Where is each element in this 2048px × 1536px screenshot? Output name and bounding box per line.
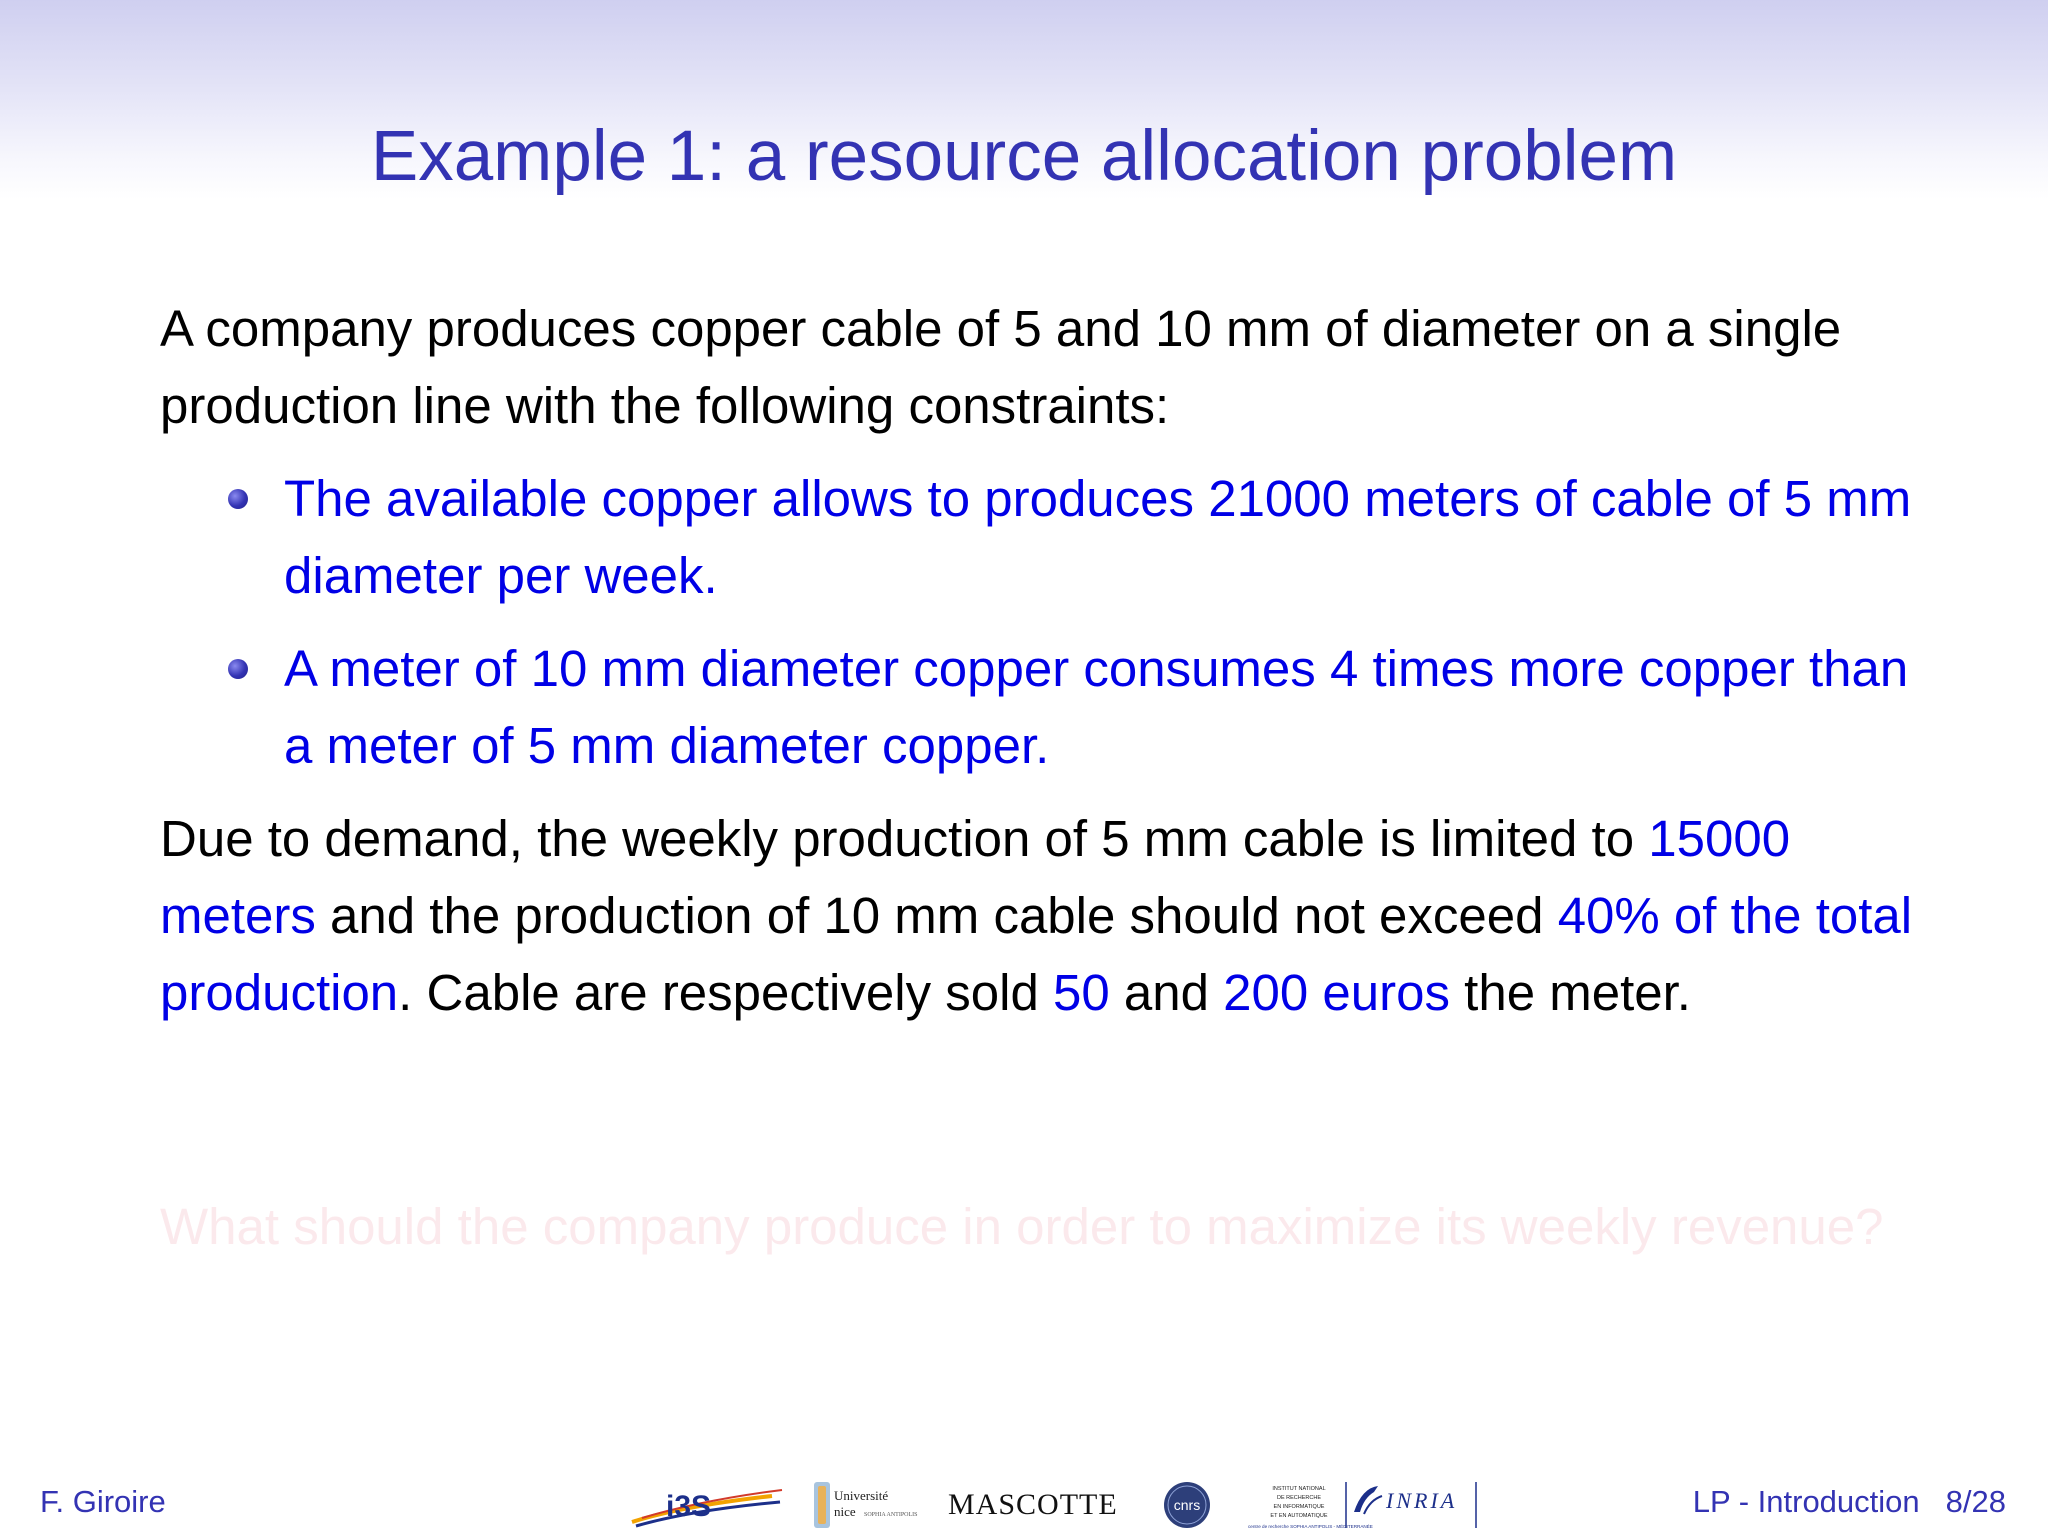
demand-text: Due to demand, the weekly production of 5 mm cable is limited to: [160, 810, 1649, 867]
unice-logo-sub: SOPHIA ANTIPOLIS: [864, 1512, 918, 1518]
inria-inst-line: ET EN AUTOMATIQUE: [1270, 1513, 1328, 1519]
question-text: What should the company produce in order to maximize its weekly revenue?: [160, 1198, 1884, 1255]
university-nice-logo: [812, 1480, 930, 1530]
footer-section: LP - Introduction: [1692, 1484, 1920, 1519]
inria-inst-line: INSTITUT NATIONAL: [1272, 1486, 1326, 1492]
list-item: [284, 630, 1920, 784]
demand-text: . Cable are respectively sold: [398, 964, 1053, 1021]
demand-text: the meter.: [1450, 964, 1691, 1021]
slide-title: Example 1: a resource allocation problem: [370, 117, 1678, 196]
price-5mm: 50: [1052, 964, 1110, 1021]
cnrs-logo: [1162, 1480, 1212, 1530]
constraint-text: A meter of 10 mm diameter copper consumes 4 times more copper than a meter of 5 mm diameter copper.: [284, 640, 1909, 774]
demand-text: and the production of 10 mm cable should not exceed: [315, 887, 1558, 944]
mascotte-logo: MASCOTTE: [948, 1488, 1118, 1521]
price-10mm: 200 euros: [1223, 964, 1450, 1021]
footer: [0, 1470, 2048, 1536]
cnrs-logo-text: cnrs: [1173, 1497, 1201, 1513]
bullet-icon: [228, 489, 248, 509]
demand-paragraph: [160, 800, 1920, 1031]
inria-inst-line: EN INFORMATIQUE: [1273, 1504, 1325, 1510]
constraint-text: The available copper allows to produces 21000 meters of cable of 5 mm diameter per week.: [284, 470, 1912, 604]
inria-inst-line: DE RECHERCHE: [1276, 1495, 1322, 1501]
footer-right: [1693, 1484, 2006, 1520]
page-number: 8/28: [1945, 1484, 2006, 1519]
inria-logo: [1344, 1478, 1480, 1534]
footer-author: F. Giroire: [40, 1484, 166, 1519]
unice-logo-line2: nice: [834, 1504, 856, 1519]
i3s-logo: [622, 1476, 790, 1532]
inria-logo-text: INRIA: [1386, 1488, 1458, 1513]
intro-paragraph: A company produces copper cable of 5 and 10 mm of diameter on a single production line with the following constraints:: [160, 300, 1842, 434]
limit-10mm: 40% of the total production: [160, 887, 1913, 1021]
constraint-list: [160, 460, 1920, 784]
inria-centre-line: centre de recherche SOPHIA ANTIPOLIS - MÉDITERRANÉE: [1248, 1524, 1373, 1529]
slide-body: [160, 290, 1920, 1031]
list-item: [284, 460, 1920, 614]
inria-institute-text: [1244, 1482, 1373, 1530]
i3s-logo-text: i3S: [666, 1490, 712, 1523]
unice-logo-line1: Université: [834, 1488, 889, 1503]
bullet-icon: [228, 659, 248, 679]
demand-text: and: [1109, 964, 1224, 1021]
limit-5mm: 15000 meters: [160, 810, 1791, 944]
